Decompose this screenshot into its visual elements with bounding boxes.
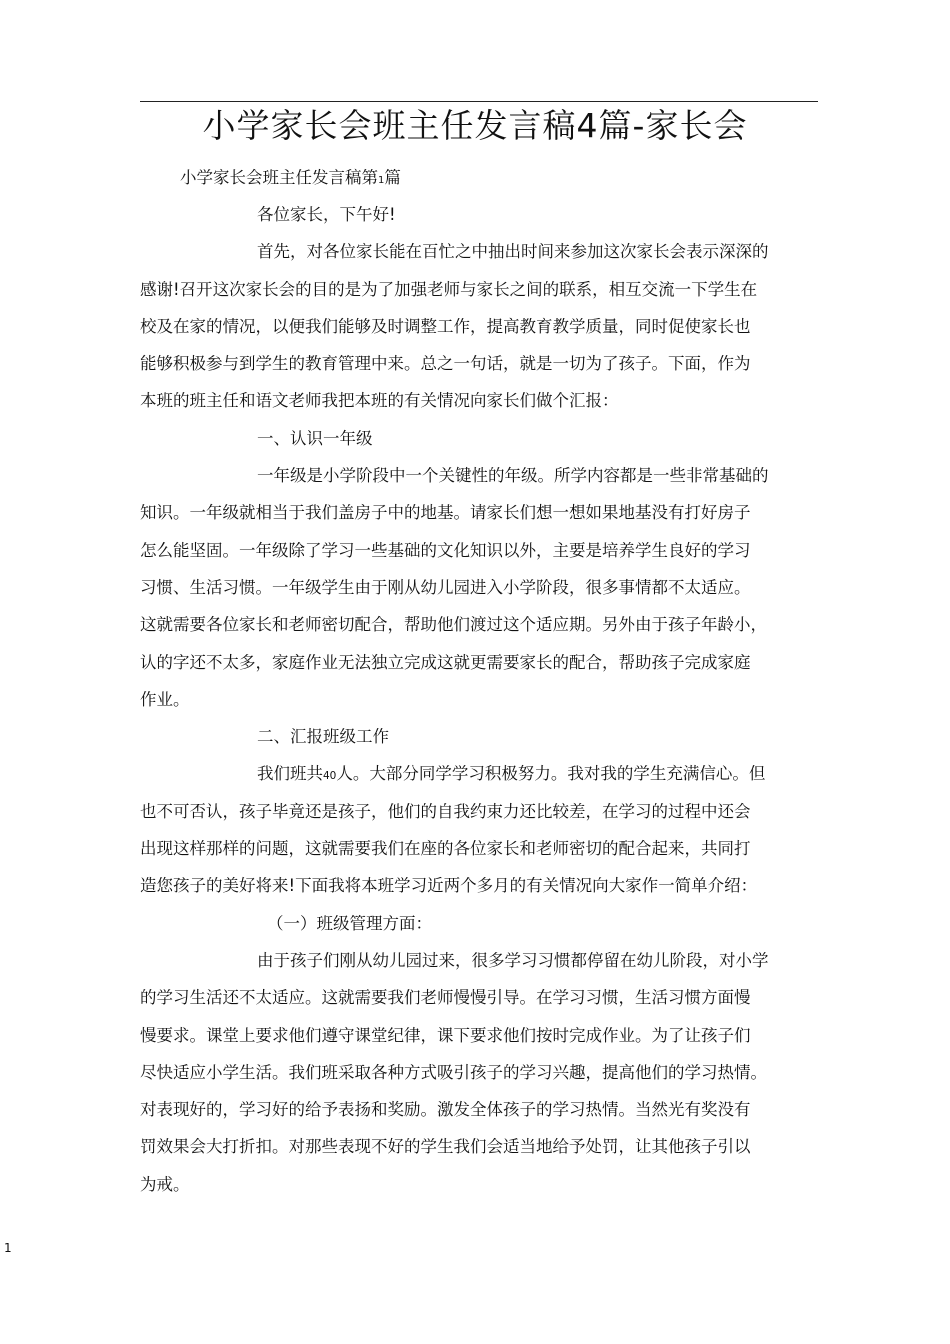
- paragraph-line: 由于孩子们刚从幼儿园过来，很多学习习惯都停留在幼儿阶段，对小学: [257, 950, 769, 970]
- paragraph-line: 一年级是小学阶段中一个关键性的年级。所学内容都是一些非常基础的: [257, 466, 769, 486]
- paragraph-line: 罚效果会大打折扣。对那些表现不好的学生我们会适当地给予处罚，让其他孩子引以: [140, 1137, 751, 1157]
- paragraph-line: 能够积极参与到学生的教育管理中来。总之一句话，就是一切为了孩子。下面，作为: [140, 354, 751, 374]
- section-heading: 一、认识一年级: [257, 428, 373, 448]
- document-title: 小学家长会班主任发言稿4篇-家长会: [202, 106, 748, 145]
- paragraph-line: 校及在家的情况，以便我们能够及时调整工作，提高教育教学质量，同时促使家长也: [140, 316, 751, 336]
- paragraph-line: 怎么能坚固。一年级除了学习一些基础的文化知识以外，主要是培养学生良好的学习: [140, 540, 751, 560]
- page-number: 1: [4, 1241, 12, 1255]
- paragraph-line: [140, 760, 830, 797]
- paragraph-line: 本班的班主任和语文老师我把本班的有关情况向家长们做个汇报：: [140, 391, 619, 411]
- paragraph-line: 首先，对各位家长能在百忙之中抽出时间来参加这次家长会表示深深的: [257, 242, 769, 262]
- paragraph-line: 习惯、生活习惯。一年级学生由于刚从幼儿园进入小学阶段，很多事情都不太适应。: [140, 577, 751, 597]
- paragraph-line: 这就需要各位家长和老师密切配合，帮助他们渡过这个适应期。另外由于孩子年龄小，: [140, 615, 767, 635]
- paragraph-line: 为戒。: [140, 1174, 190, 1194]
- text-span: 我们班共: [257, 764, 323, 784]
- section-heading: 二、汇报班级工作: [257, 727, 389, 747]
- header-rule: [140, 101, 818, 102]
- subtitle-suffix: 篇: [384, 168, 401, 187]
- document-subtitle: [180, 166, 401, 193]
- paragraph-line: 感谢!召开这次家长会的目的是为了加强老师与家长之间的联系，相互交流一下学生在: [140, 279, 758, 299]
- paragraph-line: 对表现好的，学习好的给予表扬和奖励。激发全体孩子的学习热情。当然光有奖没有: [140, 1100, 751, 1120]
- paragraph-line: 作业。: [140, 689, 190, 709]
- student-count: 40: [323, 770, 337, 783]
- subtitle-number: 1: [378, 175, 385, 186]
- greeting: 各位家长，下午好!: [257, 205, 396, 224]
- paragraph-line: 造您孩子的美好将来!下面我将本班学习近两个多月的有关情况向大家作一简单介绍：: [140, 876, 758, 896]
- paragraph-line: 知识。一年级就相当于我们盖房子中的地基。请家长们想一想如果地基没有打好房子: [140, 503, 751, 523]
- paragraph-line: 出现这样那样的问题，这就需要我们在座的各位家长和老师密切的配合起来，共同打: [140, 839, 751, 859]
- paragraph-line: 认的字还不太多，家庭作业无法独立完成这就更需要家长的配合，帮助孩子完成家庭: [140, 652, 751, 672]
- paragraph-line: 的学习生活还不太适应。这就需要我们老师慢慢引导。在学习习惯，生活习惯方面慢: [140, 988, 751, 1008]
- subsection-heading: （一）班级管理方面：: [267, 913, 432, 933]
- document-body: [140, 201, 830, 1208]
- text-span: 人。大部分同学学习积极努力。我对我的学生充满信心。但: [336, 764, 766, 784]
- paragraph-line: 慢要求。课堂上要求他们遵守课堂纪律，课下要求他们按时完成作业。为了让孩子们: [140, 1025, 751, 1045]
- paragraph-line: 也不可否认，孩子毕竟还是孩子，他们的自我约束力还比较差，在学习的过程中还会: [140, 801, 751, 821]
- paragraph-line: 尽快适应小学生活。我们班采取各种方式吸引孩子的学习兴趣，提高他们的学习热情。: [140, 1062, 767, 1082]
- subtitle-prefix: 小学家长会班主任发言稿第: [180, 168, 378, 187]
